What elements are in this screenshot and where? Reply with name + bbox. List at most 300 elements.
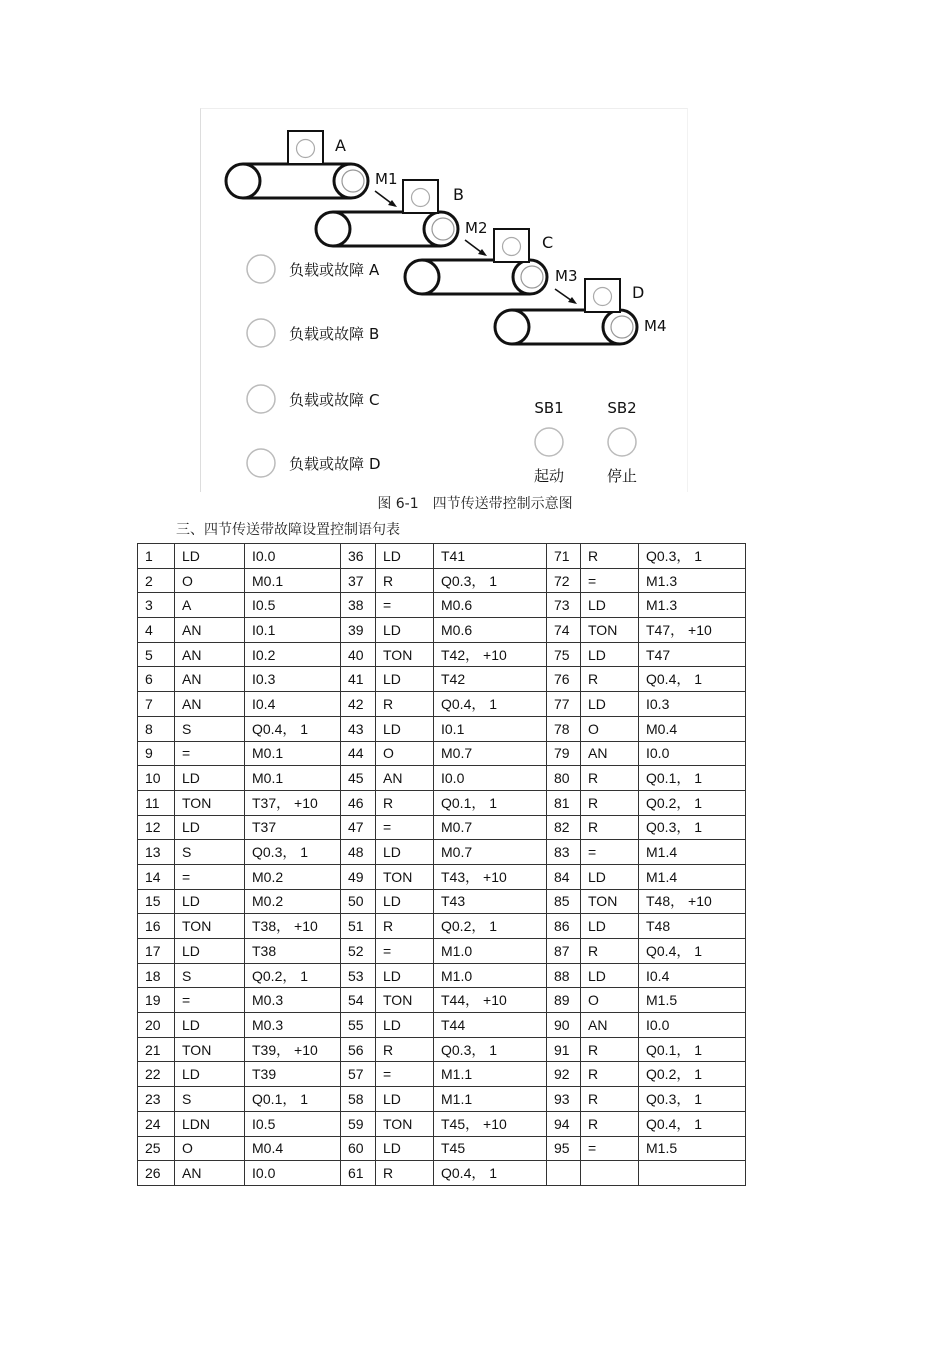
fault-indicator <box>247 319 275 347</box>
cell-instruction: S <box>175 963 245 988</box>
cell-step-number: 79 <box>547 741 581 766</box>
cell-operand: T42， +10 <box>434 642 547 667</box>
cell-operand: M1.3 <box>639 593 746 618</box>
left-roller <box>495 310 529 344</box>
motor-label: M1 <box>375 170 398 188</box>
motor-label: M4 <box>644 317 667 335</box>
cell-instruction: R <box>376 568 434 593</box>
left-roller <box>405 260 439 294</box>
box-label: C <box>542 233 554 252</box>
cell-instruction: R <box>581 1111 639 1136</box>
motor-pulley <box>611 316 633 338</box>
table-row <box>138 741 746 766</box>
cell-instruction: TON <box>376 988 434 1013</box>
cell-instruction: TON <box>581 618 639 643</box>
table-row <box>138 914 746 939</box>
cell-step-number: 36 <box>341 544 376 569</box>
cell-instruction: LD <box>175 815 245 840</box>
box-label: D <box>632 283 645 302</box>
cell-step-number: 56 <box>341 1037 376 1062</box>
cell-step-number: 4 <box>138 618 175 643</box>
table-row <box>138 889 746 914</box>
cell-step-number: 88 <box>547 963 581 988</box>
cell-instruction: S <box>175 716 245 741</box>
cell-step-number: 17 <box>138 939 175 964</box>
box-label: B <box>453 185 464 204</box>
cell-step-number: 23 <box>138 1087 175 1112</box>
cell-step-number: 59 <box>341 1111 376 1136</box>
cell-instruction: LD <box>175 889 245 914</box>
cell-operand: I0.4 <box>245 692 341 717</box>
cell-step-number: 52 <box>341 939 376 964</box>
fault-letter: C <box>369 391 380 409</box>
cell-step-number: 55 <box>341 1013 376 1038</box>
cell-step-number: 45 <box>341 766 376 791</box>
cell-instruction: O <box>175 568 245 593</box>
table-row <box>138 790 746 815</box>
cell-instruction: TON <box>175 790 245 815</box>
cell-operand: I0.1 <box>245 618 341 643</box>
cell-operand <box>639 1161 746 1186</box>
cell-operand: I0.5 <box>245 593 341 618</box>
cell-operand: M1.1 <box>434 1087 547 1112</box>
cell-operand: Q0.3， 1 <box>639 1087 746 1112</box>
cell-instruction: R <box>581 1087 639 1112</box>
cell-operand: I0.0 <box>639 741 746 766</box>
cell-step-number: 94 <box>547 1111 581 1136</box>
cell-step-number: 22 <box>138 1062 175 1087</box>
cell-operand: Q0.2， 1 <box>245 963 341 988</box>
cell-instruction: TON <box>581 889 639 914</box>
cell-step-number: 37 <box>341 568 376 593</box>
pushbutton-sb2 <box>608 428 636 456</box>
cell-operand: M0.1 <box>245 766 341 791</box>
cell-operand: Q0.4， 1 <box>245 716 341 741</box>
cell-step-number: 73 <box>547 593 581 618</box>
cell-operand: Q0.3， 1 <box>434 1037 547 1062</box>
cell-instruction: LD <box>581 642 639 667</box>
motor-pulley <box>342 170 364 192</box>
cell-step-number: 75 <box>547 642 581 667</box>
cell-instruction: LD <box>175 1013 245 1038</box>
cell-instruction: LD <box>581 914 639 939</box>
motor-pulley <box>432 218 454 240</box>
cell-instruction: = <box>581 568 639 593</box>
cell-operand: M0.4 <box>639 716 746 741</box>
cell-operand: T48 <box>639 914 746 939</box>
table-row <box>138 1111 746 1136</box>
cell-operand: Q0.3， 1 <box>639 815 746 840</box>
cell-instruction: LD <box>376 889 434 914</box>
cell-instruction: LDN <box>175 1111 245 1136</box>
cell-step-number: 44 <box>341 741 376 766</box>
motor-pulley <box>521 266 543 288</box>
fault-letter: D <box>369 455 381 473</box>
cell-step-number: 42 <box>341 692 376 717</box>
cell-step-number: 83 <box>547 840 581 865</box>
cell-operand: M1.3 <box>639 568 746 593</box>
cell-instruction: R <box>581 1062 639 1087</box>
cell-instruction: LD <box>376 1136 434 1161</box>
cell-operand: M0.1 <box>245 741 341 766</box>
cell-step-number: 20 <box>138 1013 175 1038</box>
cargo-box-circle <box>503 238 521 256</box>
cell-operand: Q0.4， 1 <box>639 1111 746 1136</box>
table-row <box>138 963 746 988</box>
cell-instruction: LD <box>376 840 434 865</box>
cell-instruction: S <box>175 840 245 865</box>
cell-instruction: LD <box>175 544 245 569</box>
cell-step-number: 10 <box>138 766 175 791</box>
cell-step-number: 8 <box>138 716 175 741</box>
cargo-box-circle <box>412 189 430 207</box>
cell-operand: I0.4 <box>639 963 746 988</box>
cell-operand: Q0.4， 1 <box>434 692 547 717</box>
cell-instruction: LD <box>581 963 639 988</box>
cell-instruction: = <box>376 1062 434 1087</box>
cell-step-number: 74 <box>547 618 581 643</box>
motor-label: M2 <box>465 219 488 237</box>
cell-operand: T44， +10 <box>434 988 547 1013</box>
cell-step-number: 14 <box>138 864 175 889</box>
table-row <box>138 840 746 865</box>
cell-instruction: LD <box>376 618 434 643</box>
pushbutton-sb1 <box>535 428 563 456</box>
cell-instruction: = <box>376 815 434 840</box>
cell-step-number: 19 <box>138 988 175 1013</box>
cell-instruction: LD <box>376 667 434 692</box>
cell-operand: Q0.3， 1 <box>639 544 746 569</box>
cell-operand: T47 <box>639 642 746 667</box>
cell-step-number: 89 <box>547 988 581 1013</box>
cell-operand: T44 <box>434 1013 547 1038</box>
cell-step-number: 15 <box>138 889 175 914</box>
button-label: 停止 <box>606 467 638 485</box>
cell-operand: T38， +10 <box>245 914 341 939</box>
cell-operand: T43， +10 <box>434 864 547 889</box>
cell-instruction: LD <box>376 1087 434 1112</box>
cell-instruction: LD <box>376 1013 434 1038</box>
cell-step-number: 21 <box>138 1037 175 1062</box>
cell-operand: Q0.1， 1 <box>434 790 547 815</box>
figure-caption <box>0 493 950 513</box>
cell-operand: Q0.2， 1 <box>639 1062 746 1087</box>
cell-instruction: = <box>581 1136 639 1161</box>
table-row <box>138 1161 746 1186</box>
cell-operand: M0.6 <box>434 618 547 643</box>
fault-label: 负载或故障 <box>289 391 365 409</box>
cell-instruction: O <box>175 1136 245 1161</box>
cell-instruction: R <box>376 692 434 717</box>
cell-step-number: 58 <box>341 1087 376 1112</box>
cell-instruction: LD <box>175 1062 245 1087</box>
cell-instruction: A <box>175 593 245 618</box>
cell-operand: Q0.4， 1 <box>434 1161 547 1186</box>
cell-operand: M1.0 <box>434 963 547 988</box>
cell-step-number: 41 <box>341 667 376 692</box>
figure-title: 四节传送带控制示意图 <box>432 496 573 512</box>
cell-instruction <box>581 1161 639 1186</box>
box-label: A <box>335 136 346 155</box>
table-row <box>138 939 746 964</box>
cell-instruction: LD <box>175 766 245 791</box>
cargo-box-circle <box>594 288 612 306</box>
cell-operand: I0.0 <box>434 766 547 791</box>
table-row <box>138 716 746 741</box>
table-row <box>138 593 746 618</box>
cell-operand: M0.7 <box>434 815 547 840</box>
fault-indicator <box>247 255 275 283</box>
cell-operand: Q0.3， 1 <box>245 840 341 865</box>
cell-step-number: 81 <box>547 790 581 815</box>
cell-step-number <box>547 1161 581 1186</box>
cell-instruction: = <box>376 593 434 618</box>
table-row <box>138 667 746 692</box>
cell-instruction: TON <box>376 864 434 889</box>
cell-operand: I0.5 <box>245 1111 341 1136</box>
cell-operand: T39 <box>245 1062 341 1087</box>
cell-step-number: 95 <box>547 1136 581 1161</box>
cell-operand: M0.6 <box>434 593 547 618</box>
cell-instruction: R <box>581 544 639 569</box>
cell-step-number: 39 <box>341 618 376 643</box>
cell-instruction: LD <box>581 864 639 889</box>
cell-step-number: 38 <box>341 593 376 618</box>
table-row <box>138 1136 746 1161</box>
cell-operand: Q0.4， 1 <box>639 939 746 964</box>
cell-operand: M1.5 <box>639 1136 746 1161</box>
cell-step-number: 50 <box>341 889 376 914</box>
cell-step-number: 6 <box>138 667 175 692</box>
left-roller <box>316 212 350 246</box>
cell-step-number: 5 <box>138 642 175 667</box>
section-heading: 三、四节传送带故障设置控制语句表 <box>176 522 400 538</box>
cell-operand: M1.5 <box>639 988 746 1013</box>
cell-instruction: LD <box>376 963 434 988</box>
cell-instruction: R <box>376 1161 434 1186</box>
cell-step-number: 82 <box>547 815 581 840</box>
button-label: 起动 <box>533 467 565 485</box>
cell-instruction: = <box>175 864 245 889</box>
cell-operand: Q0.2， 1 <box>639 790 746 815</box>
cell-instruction: LD <box>376 544 434 569</box>
figure-number: 图 6-1 <box>377 496 419 512</box>
cell-step-number: 11 <box>138 790 175 815</box>
cell-instruction: R <box>376 1037 434 1062</box>
cell-operand: M1.4 <box>639 864 746 889</box>
cell-instruction: TON <box>376 642 434 667</box>
cell-operand: T45， +10 <box>434 1111 547 1136</box>
cargo-box-circle <box>297 140 315 158</box>
cell-operand: Q0.1， 1 <box>639 766 746 791</box>
cell-operand: I0.0 <box>245 544 341 569</box>
cell-step-number: 86 <box>547 914 581 939</box>
cell-operand: M0.7 <box>434 741 547 766</box>
cell-step-number: 49 <box>341 864 376 889</box>
cell-step-number: 80 <box>547 766 581 791</box>
cell-instruction: LD <box>581 692 639 717</box>
fault-letter: A <box>369 261 380 279</box>
cell-step-number: 47 <box>341 815 376 840</box>
cell-instruction: R <box>376 914 434 939</box>
cell-operand: M1.1 <box>434 1062 547 1087</box>
fault-label: 负载或故障 <box>289 325 365 343</box>
cell-instruction: LD <box>376 716 434 741</box>
cell-operand: I0.1 <box>434 716 547 741</box>
cell-instruction: TON <box>175 914 245 939</box>
cell-instruction: TON <box>175 1037 245 1062</box>
cell-step-number: 48 <box>341 840 376 865</box>
table-row <box>138 864 746 889</box>
button-name: SB1 <box>534 399 564 417</box>
cell-operand: T39， +10 <box>245 1037 341 1062</box>
table-row <box>138 766 746 791</box>
cell-step-number: 18 <box>138 963 175 988</box>
cell-step-number: 13 <box>138 840 175 865</box>
left-roller <box>226 164 260 198</box>
cell-step-number: 85 <box>547 889 581 914</box>
cell-instruction: O <box>581 988 639 1013</box>
cell-step-number: 77 <box>547 692 581 717</box>
cell-step-number: 3 <box>138 593 175 618</box>
cell-operand: T48， +10 <box>639 889 746 914</box>
cell-step-number: 26 <box>138 1161 175 1186</box>
cell-step-number: 87 <box>547 939 581 964</box>
cell-step-number: 53 <box>341 963 376 988</box>
table-row <box>138 642 746 667</box>
table-row <box>138 1087 746 1112</box>
cell-step-number: 71 <box>547 544 581 569</box>
cell-operand: M0.3 <box>245 1013 341 1038</box>
table-row <box>138 815 746 840</box>
fault-label: 负载或故障 <box>289 261 365 279</box>
cell-step-number: 61 <box>341 1161 376 1186</box>
cell-step-number: 91 <box>547 1037 581 1062</box>
cell-step-number: 78 <box>547 716 581 741</box>
cell-instruction: AN <box>175 1161 245 1186</box>
cell-instruction: O <box>376 741 434 766</box>
cell-instruction: = <box>175 741 245 766</box>
fault-indicator <box>247 449 275 477</box>
cell-step-number: 7 <box>138 692 175 717</box>
cell-step-number: 40 <box>341 642 376 667</box>
cell-instruction: LD <box>581 593 639 618</box>
motor-label: M3 <box>555 267 578 285</box>
cell-operand: M1.4 <box>639 840 746 865</box>
cell-step-number: 51 <box>341 914 376 939</box>
cell-operand: T47， +10 <box>639 618 746 643</box>
cell-step-number: 84 <box>547 864 581 889</box>
cell-operand: I0.3 <box>639 692 746 717</box>
table-row <box>138 568 746 593</box>
cell-instruction: = <box>376 939 434 964</box>
cell-instruction: AN <box>175 618 245 643</box>
cell-instruction: LD <box>175 939 245 964</box>
table-row <box>138 1037 746 1062</box>
table-row <box>138 692 746 717</box>
cell-operand: T37， +10 <box>245 790 341 815</box>
cell-instruction: R <box>376 790 434 815</box>
cell-operand: I0.3 <box>245 667 341 692</box>
cell-instruction: AN <box>175 642 245 667</box>
cell-step-number: 12 <box>138 815 175 840</box>
cell-step-number: 76 <box>547 667 581 692</box>
cell-instruction: TON <box>376 1111 434 1136</box>
fault-indicator <box>247 385 275 413</box>
cell-operand: T41 <box>434 544 547 569</box>
cell-step-number: 92 <box>547 1062 581 1087</box>
cell-operand: I0.0 <box>639 1013 746 1038</box>
cell-instruction: R <box>581 1037 639 1062</box>
cell-operand: T38 <box>245 939 341 964</box>
cell-operand: I0.2 <box>245 642 341 667</box>
cell-instruction: R <box>581 815 639 840</box>
cell-instruction: R <box>581 766 639 791</box>
cell-operand: Q0.1， 1 <box>245 1087 341 1112</box>
cell-instruction: AN <box>376 766 434 791</box>
cell-instruction: AN <box>581 741 639 766</box>
cell-step-number: 16 <box>138 914 175 939</box>
cell-operand: Q0.3， 1 <box>434 568 547 593</box>
cell-step-number: 90 <box>547 1013 581 1038</box>
arrow-head <box>568 297 577 304</box>
cell-operand: Q0.2， 1 <box>434 914 547 939</box>
cell-instruction: = <box>175 988 245 1013</box>
cell-step-number: 57 <box>341 1062 376 1087</box>
cell-instruction: O <box>581 716 639 741</box>
cell-instruction: AN <box>175 667 245 692</box>
cell-instruction: S <box>175 1087 245 1112</box>
cell-operand: M0.4 <box>245 1136 341 1161</box>
cell-operand: M0.2 <box>245 864 341 889</box>
cell-step-number: 54 <box>341 988 376 1013</box>
cell-operand: M0.2 <box>245 889 341 914</box>
cell-step-number: 9 <box>138 741 175 766</box>
table-row <box>138 1062 746 1087</box>
cell-step-number: 43 <box>341 716 376 741</box>
cell-operand: Q0.4， 1 <box>639 667 746 692</box>
cell-operand: Q0.1， 1 <box>639 1037 746 1062</box>
statement-table <box>137 543 746 1186</box>
cell-step-number: 93 <box>547 1087 581 1112</box>
cell-instruction: = <box>581 840 639 865</box>
cell-step-number: 46 <box>341 790 376 815</box>
cell-step-number: 60 <box>341 1136 376 1161</box>
cell-instruction: R <box>581 939 639 964</box>
cell-operand: T43 <box>434 889 547 914</box>
cell-operand: T42 <box>434 667 547 692</box>
cell-step-number: 25 <box>138 1136 175 1161</box>
cell-step-number: 72 <box>547 568 581 593</box>
fault-letter: B <box>369 325 380 343</box>
cell-operand: I0.0 <box>245 1161 341 1186</box>
cell-operand: T45 <box>434 1136 547 1161</box>
cell-operand: M0.3 <box>245 988 341 1013</box>
fault-label: 负载或故障 <box>289 455 365 473</box>
conveyor-diagram <box>200 108 688 492</box>
cell-instruction: R <box>581 790 639 815</box>
cell-instruction: R <box>581 667 639 692</box>
cell-instruction: AN <box>175 692 245 717</box>
table-row <box>138 1013 746 1038</box>
table-row <box>138 618 746 643</box>
button-name: SB2 <box>607 399 637 417</box>
cell-operand: M0.1 <box>245 568 341 593</box>
cell-step-number: 2 <box>138 568 175 593</box>
cell-step-number: 24 <box>138 1111 175 1136</box>
table-row <box>138 544 746 569</box>
cell-operand: M1.0 <box>434 939 547 964</box>
